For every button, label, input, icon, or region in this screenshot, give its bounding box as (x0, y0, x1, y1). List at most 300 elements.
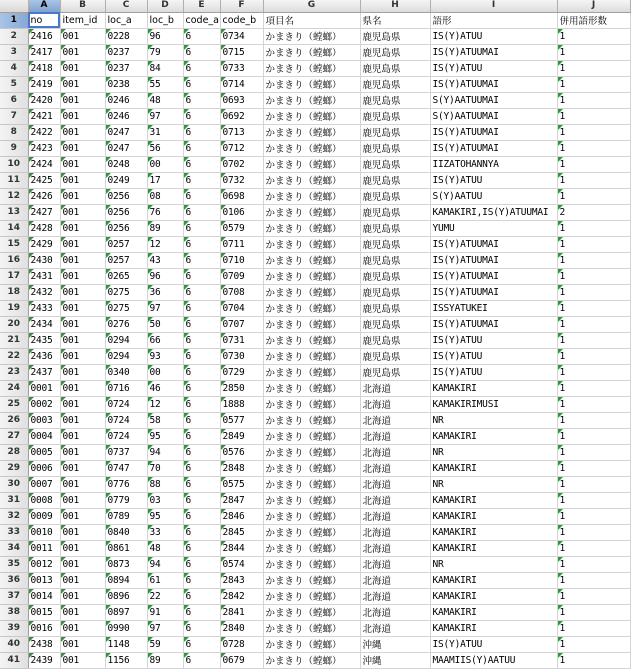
table-cell[interactable] (557, 652, 630, 668)
table-cell[interactable] (220, 28, 263, 44)
table-cell[interactable] (60, 252, 105, 268)
table-cell[interactable] (263, 396, 360, 412)
table-cell[interactable] (183, 476, 220, 492)
table-cell[interactable] (105, 44, 147, 60)
table-cell[interactable] (28, 236, 60, 252)
table-cell[interactable] (183, 300, 220, 316)
table-cell[interactable] (28, 348, 60, 364)
table-cell[interactable] (147, 396, 183, 412)
table-cell[interactable] (105, 620, 147, 636)
table-cell[interactable] (147, 172, 183, 188)
table-cell[interactable] (147, 332, 183, 348)
table-cell[interactable] (147, 220, 183, 236)
table-cell[interactable] (28, 300, 60, 316)
table-cell[interactable] (147, 604, 183, 620)
table-cell[interactable] (147, 364, 183, 380)
table-cell[interactable] (360, 428, 430, 444)
table-cell[interactable] (60, 572, 105, 588)
table-cell[interactable] (263, 124, 360, 140)
table-cell[interactable] (183, 252, 220, 268)
table-cell[interactable] (263, 140, 360, 156)
table-cell[interactable] (220, 156, 263, 172)
table-cell[interactable] (557, 556, 630, 572)
table-cell[interactable] (60, 188, 105, 204)
table-cell[interactable] (430, 92, 557, 108)
table-cell[interactable] (105, 140, 147, 156)
table-cell[interactable] (557, 268, 630, 284)
table-cell[interactable] (60, 44, 105, 60)
table-cell[interactable] (430, 604, 557, 620)
row-header[interactable]: 40 (0, 636, 28, 652)
table-cell[interactable] (360, 476, 430, 492)
row-header[interactable]: 32 (0, 508, 28, 524)
table-cell[interactable] (430, 284, 557, 300)
table-cell[interactable] (557, 508, 630, 524)
table-cell[interactable] (360, 284, 430, 300)
table-cell[interactable] (105, 300, 147, 316)
table-cell[interactable] (430, 332, 557, 348)
table-cell[interactable] (430, 156, 557, 172)
table-cell[interactable] (183, 444, 220, 460)
row-header[interactable]: 17 (0, 268, 28, 284)
table-cell[interactable] (183, 204, 220, 220)
table-cell[interactable] (220, 396, 263, 412)
table-cell[interactable] (60, 156, 105, 172)
table-cell[interactable] (60, 620, 105, 636)
table-cell[interactable] (60, 540, 105, 556)
column-header-c[interactable]: C (105, 0, 147, 12)
table-cell[interactable] (557, 316, 630, 332)
table-cell[interactable] (183, 140, 220, 156)
table-cell[interactable] (263, 172, 360, 188)
table-cell[interactable] (220, 316, 263, 332)
row-header[interactable]: 36 (0, 572, 28, 588)
table-cell[interactable] (360, 620, 430, 636)
row-header[interactable]: 28 (0, 444, 28, 460)
table-cell[interactable] (557, 28, 630, 44)
table-cell[interactable] (60, 332, 105, 348)
table-cell[interactable] (105, 236, 147, 252)
table-cell[interactable] (183, 588, 220, 604)
table-cell[interactable] (557, 636, 630, 652)
table-cell[interactable] (557, 172, 630, 188)
table-cell[interactable] (28, 540, 60, 556)
table-cell[interactable] (147, 92, 183, 108)
table-cell[interactable] (183, 620, 220, 636)
table-cell[interactable] (147, 188, 183, 204)
table-cell[interactable] (220, 524, 263, 540)
table-cell[interactable] (147, 60, 183, 76)
table-cell[interactable] (263, 492, 360, 508)
table-cell[interactable] (220, 412, 263, 428)
table-cell[interactable] (60, 172, 105, 188)
table-cell[interactable] (28, 44, 60, 60)
table-cell[interactable] (360, 508, 430, 524)
table-cell[interactable] (557, 380, 630, 396)
table-cell[interactable] (360, 444, 430, 460)
table-cell[interactable] (147, 316, 183, 332)
table-cell[interactable] (60, 492, 105, 508)
table-cell[interactable] (263, 572, 360, 588)
table-cell[interactable] (263, 556, 360, 572)
table-cell[interactable] (430, 412, 557, 428)
table-cell[interactable] (105, 556, 147, 572)
table-cell[interactable] (183, 460, 220, 476)
table-cell[interactable] (28, 380, 60, 396)
table-cell[interactable] (263, 508, 360, 524)
table-cell[interactable] (263, 364, 360, 380)
table-cell[interactable] (360, 140, 430, 156)
table-cell[interactable] (263, 60, 360, 76)
table-cell[interactable] (557, 140, 630, 156)
table-cell[interactable] (105, 332, 147, 348)
table-cell[interactable] (28, 460, 60, 476)
table-cell[interactable] (430, 556, 557, 572)
row-header[interactable]: 6 (0, 92, 28, 108)
row-header[interactable]: 19 (0, 300, 28, 316)
table-cell[interactable] (360, 604, 430, 620)
table-cell[interactable] (28, 252, 60, 268)
table-cell[interactable] (60, 236, 105, 252)
table-cell[interactable] (430, 508, 557, 524)
row-header[interactable]: 33 (0, 524, 28, 540)
table-cell[interactable] (263, 284, 360, 300)
table-cell[interactable] (147, 492, 183, 508)
header-cell[interactable] (263, 12, 360, 28)
row-header[interactable]: 8 (0, 124, 28, 140)
table-cell[interactable] (60, 444, 105, 460)
table-cell[interactable] (147, 140, 183, 156)
table-cell[interactable] (147, 268, 183, 284)
table-cell[interactable] (105, 156, 147, 172)
table-cell[interactable] (360, 156, 430, 172)
table-cell[interactable] (183, 556, 220, 572)
table-cell[interactable] (220, 140, 263, 156)
table-cell[interactable] (220, 124, 263, 140)
table-cell[interactable] (28, 140, 60, 156)
table-cell[interactable] (360, 588, 430, 604)
table-cell[interactable] (28, 316, 60, 332)
table-cell[interactable] (105, 268, 147, 284)
table-cell[interactable] (147, 428, 183, 444)
table-cell[interactable] (28, 444, 60, 460)
table-cell[interactable] (28, 28, 60, 44)
column-header-e[interactable]: E (183, 0, 220, 12)
row-header[interactable]: 2 (0, 28, 28, 44)
table-cell[interactable] (430, 540, 557, 556)
table-cell[interactable] (430, 348, 557, 364)
table-cell[interactable] (263, 204, 360, 220)
table-cell[interactable] (28, 156, 60, 172)
column-header-h[interactable]: H (360, 0, 430, 12)
table-cell[interactable] (183, 236, 220, 252)
table-cell[interactable] (183, 108, 220, 124)
table-cell[interactable] (60, 220, 105, 236)
table-cell[interactable] (147, 44, 183, 60)
table-cell[interactable] (263, 332, 360, 348)
table-cell[interactable] (105, 364, 147, 380)
table-cell[interactable] (557, 460, 630, 476)
row-header[interactable]: 3 (0, 44, 28, 60)
header-cell[interactable] (183, 12, 220, 28)
table-cell[interactable] (147, 556, 183, 572)
table-cell[interactable] (183, 92, 220, 108)
table-cell[interactable] (360, 348, 430, 364)
table-cell[interactable] (220, 268, 263, 284)
table-cell[interactable] (147, 108, 183, 124)
table-cell[interactable] (105, 220, 147, 236)
table-cell[interactable] (147, 348, 183, 364)
row-header[interactable]: 35 (0, 556, 28, 572)
table-cell[interactable] (28, 652, 60, 668)
table-cell[interactable] (147, 476, 183, 492)
table-cell[interactable] (28, 220, 60, 236)
table-cell[interactable] (105, 124, 147, 140)
table-cell[interactable] (183, 44, 220, 60)
table-cell[interactable] (360, 492, 430, 508)
table-cell[interactable] (220, 44, 263, 60)
table-cell[interactable] (360, 316, 430, 332)
table-cell[interactable] (147, 508, 183, 524)
table-cell[interactable] (60, 60, 105, 76)
table-cell[interactable] (360, 76, 430, 92)
row-header[interactable]: 24 (0, 380, 28, 396)
row-header[interactable]: 23 (0, 364, 28, 380)
table-cell[interactable] (220, 428, 263, 444)
table-cell[interactable] (60, 636, 105, 652)
table-cell[interactable] (105, 108, 147, 124)
table-cell[interactable] (557, 236, 630, 252)
table-cell[interactable] (360, 44, 430, 60)
table-cell[interactable] (430, 252, 557, 268)
table-cell[interactable] (183, 316, 220, 332)
table-cell[interactable] (183, 524, 220, 540)
table-cell[interactable] (147, 460, 183, 476)
table-cell[interactable] (183, 412, 220, 428)
table-cell[interactable] (430, 620, 557, 636)
table-cell[interactable] (147, 572, 183, 588)
table-cell[interactable] (28, 588, 60, 604)
table-cell[interactable] (183, 268, 220, 284)
table-cell[interactable] (28, 204, 60, 220)
column-header-j[interactable]: J (557, 0, 630, 12)
table-cell[interactable] (105, 652, 147, 668)
row-header[interactable]: 9 (0, 140, 28, 156)
table-cell[interactable] (557, 92, 630, 108)
table-cell[interactable] (220, 460, 263, 476)
table-cell[interactable] (105, 508, 147, 524)
table-cell[interactable] (430, 236, 557, 252)
table-cell[interactable] (220, 444, 263, 460)
table-cell[interactable] (28, 268, 60, 284)
table-cell[interactable] (183, 28, 220, 44)
table-cell[interactable] (557, 444, 630, 460)
table-cell[interactable] (60, 588, 105, 604)
table-cell[interactable] (60, 124, 105, 140)
table-cell[interactable] (557, 220, 630, 236)
table-cell[interactable] (220, 652, 263, 668)
table-cell[interactable] (263, 300, 360, 316)
table-cell[interactable] (105, 92, 147, 108)
table-cell[interactable] (105, 444, 147, 460)
table-cell[interactable] (147, 652, 183, 668)
table-cell[interactable] (557, 492, 630, 508)
table-cell[interactable] (105, 604, 147, 620)
table-cell[interactable] (105, 492, 147, 508)
table-cell[interactable] (147, 28, 183, 44)
table-cell[interactable] (147, 588, 183, 604)
header-cell[interactable] (220, 12, 263, 28)
table-cell[interactable] (430, 76, 557, 92)
table-cell[interactable] (28, 60, 60, 76)
row-header[interactable]: 25 (0, 396, 28, 412)
table-cell[interactable] (263, 428, 360, 444)
table-cell[interactable] (60, 524, 105, 540)
table-cell[interactable] (183, 172, 220, 188)
table-cell[interactable] (557, 428, 630, 444)
table-cell[interactable] (105, 428, 147, 444)
table-cell[interactable] (430, 140, 557, 156)
header-cell[interactable] (105, 12, 147, 28)
table-cell[interactable] (28, 604, 60, 620)
row-header[interactable]: 12 (0, 188, 28, 204)
table-cell[interactable] (263, 220, 360, 236)
table-cell[interactable] (263, 268, 360, 284)
table-cell[interactable] (220, 284, 263, 300)
table-cell[interactable] (557, 524, 630, 540)
table-cell[interactable] (28, 412, 60, 428)
table-cell[interactable] (263, 636, 360, 652)
table-cell[interactable] (105, 204, 147, 220)
table-cell[interactable] (220, 204, 263, 220)
table-cell[interactable] (105, 316, 147, 332)
table-cell[interactable] (263, 476, 360, 492)
table-cell[interactable] (430, 444, 557, 460)
table-cell[interactable] (430, 636, 557, 652)
table-cell[interactable] (220, 60, 263, 76)
table-cell[interactable] (557, 620, 630, 636)
table-cell[interactable] (147, 284, 183, 300)
table-cell[interactable] (147, 236, 183, 252)
table-cell[interactable] (28, 556, 60, 572)
row-header[interactable]: 21 (0, 332, 28, 348)
table-cell[interactable] (147, 204, 183, 220)
table-cell[interactable] (430, 492, 557, 508)
table-cell[interactable] (263, 44, 360, 60)
row-header[interactable]: 5 (0, 76, 28, 92)
table-cell[interactable] (220, 108, 263, 124)
table-cell[interactable] (430, 588, 557, 604)
table-cell[interactable] (360, 28, 430, 44)
table-cell[interactable] (430, 652, 557, 668)
header-cell[interactable] (147, 12, 183, 28)
table-cell[interactable] (557, 604, 630, 620)
select-all-corner[interactable] (0, 0, 28, 12)
table-cell[interactable] (360, 332, 430, 348)
table-cell[interactable] (183, 284, 220, 300)
table-cell[interactable] (147, 540, 183, 556)
table-cell[interactable] (60, 556, 105, 572)
table-cell[interactable] (28, 364, 60, 380)
row-header[interactable]: 11 (0, 172, 28, 188)
table-cell[interactable] (220, 332, 263, 348)
table-cell[interactable] (360, 60, 430, 76)
table-cell[interactable] (147, 444, 183, 460)
table-cell[interactable] (263, 188, 360, 204)
table-cell[interactable] (220, 540, 263, 556)
table-cell[interactable] (28, 524, 60, 540)
table-cell[interactable] (28, 284, 60, 300)
table-cell[interactable] (220, 188, 263, 204)
table-cell[interactable] (183, 428, 220, 444)
table-cell[interactable] (60, 412, 105, 428)
table-cell[interactable] (147, 636, 183, 652)
table-cell[interactable] (430, 396, 557, 412)
table-cell[interactable] (430, 60, 557, 76)
table-cell[interactable] (557, 300, 630, 316)
row-header[interactable]: 13 (0, 204, 28, 220)
table-cell[interactable] (105, 284, 147, 300)
table-cell[interactable] (183, 156, 220, 172)
table-cell[interactable] (220, 588, 263, 604)
table-cell[interactable] (60, 396, 105, 412)
table-cell[interactable] (60, 460, 105, 476)
table-cell[interactable] (263, 444, 360, 460)
table-cell[interactable] (263, 652, 360, 668)
table-cell[interactable] (360, 124, 430, 140)
table-cell[interactable] (60, 476, 105, 492)
table-cell[interactable] (147, 524, 183, 540)
table-cell[interactable] (105, 76, 147, 92)
table-cell[interactable] (28, 92, 60, 108)
table-cell[interactable] (60, 108, 105, 124)
table-cell[interactable] (147, 300, 183, 316)
table-cell[interactable] (263, 316, 360, 332)
table-cell[interactable] (557, 44, 630, 60)
table-cell[interactable] (105, 380, 147, 396)
table-cell[interactable] (105, 60, 147, 76)
table-cell[interactable] (360, 364, 430, 380)
column-header-d[interactable]: D (147, 0, 183, 12)
table-cell[interactable] (557, 124, 630, 140)
table-cell[interactable] (183, 220, 220, 236)
table-cell[interactable] (28, 396, 60, 412)
table-cell[interactable] (183, 396, 220, 412)
table-cell[interactable] (60, 348, 105, 364)
table-cell[interactable] (220, 348, 263, 364)
table-cell[interactable] (220, 380, 263, 396)
table-cell[interactable] (60, 284, 105, 300)
table-cell[interactable] (28, 172, 60, 188)
row-header[interactable]: 4 (0, 60, 28, 76)
table-cell[interactable] (220, 220, 263, 236)
row-header[interactable]: 38 (0, 604, 28, 620)
table-cell[interactable] (220, 636, 263, 652)
column-header-g[interactable]: G (263, 0, 360, 12)
table-cell[interactable] (220, 572, 263, 588)
table-cell[interactable] (60, 364, 105, 380)
table-cell[interactable] (557, 188, 630, 204)
table-cell[interactable] (220, 252, 263, 268)
table-cell[interactable] (360, 572, 430, 588)
table-cell[interactable] (557, 364, 630, 380)
header-cell[interactable] (60, 12, 105, 28)
table-cell[interactable] (263, 76, 360, 92)
table-cell[interactable] (430, 268, 557, 284)
table-cell[interactable] (263, 460, 360, 476)
table-cell[interactable] (183, 604, 220, 620)
table-cell[interactable] (557, 76, 630, 92)
